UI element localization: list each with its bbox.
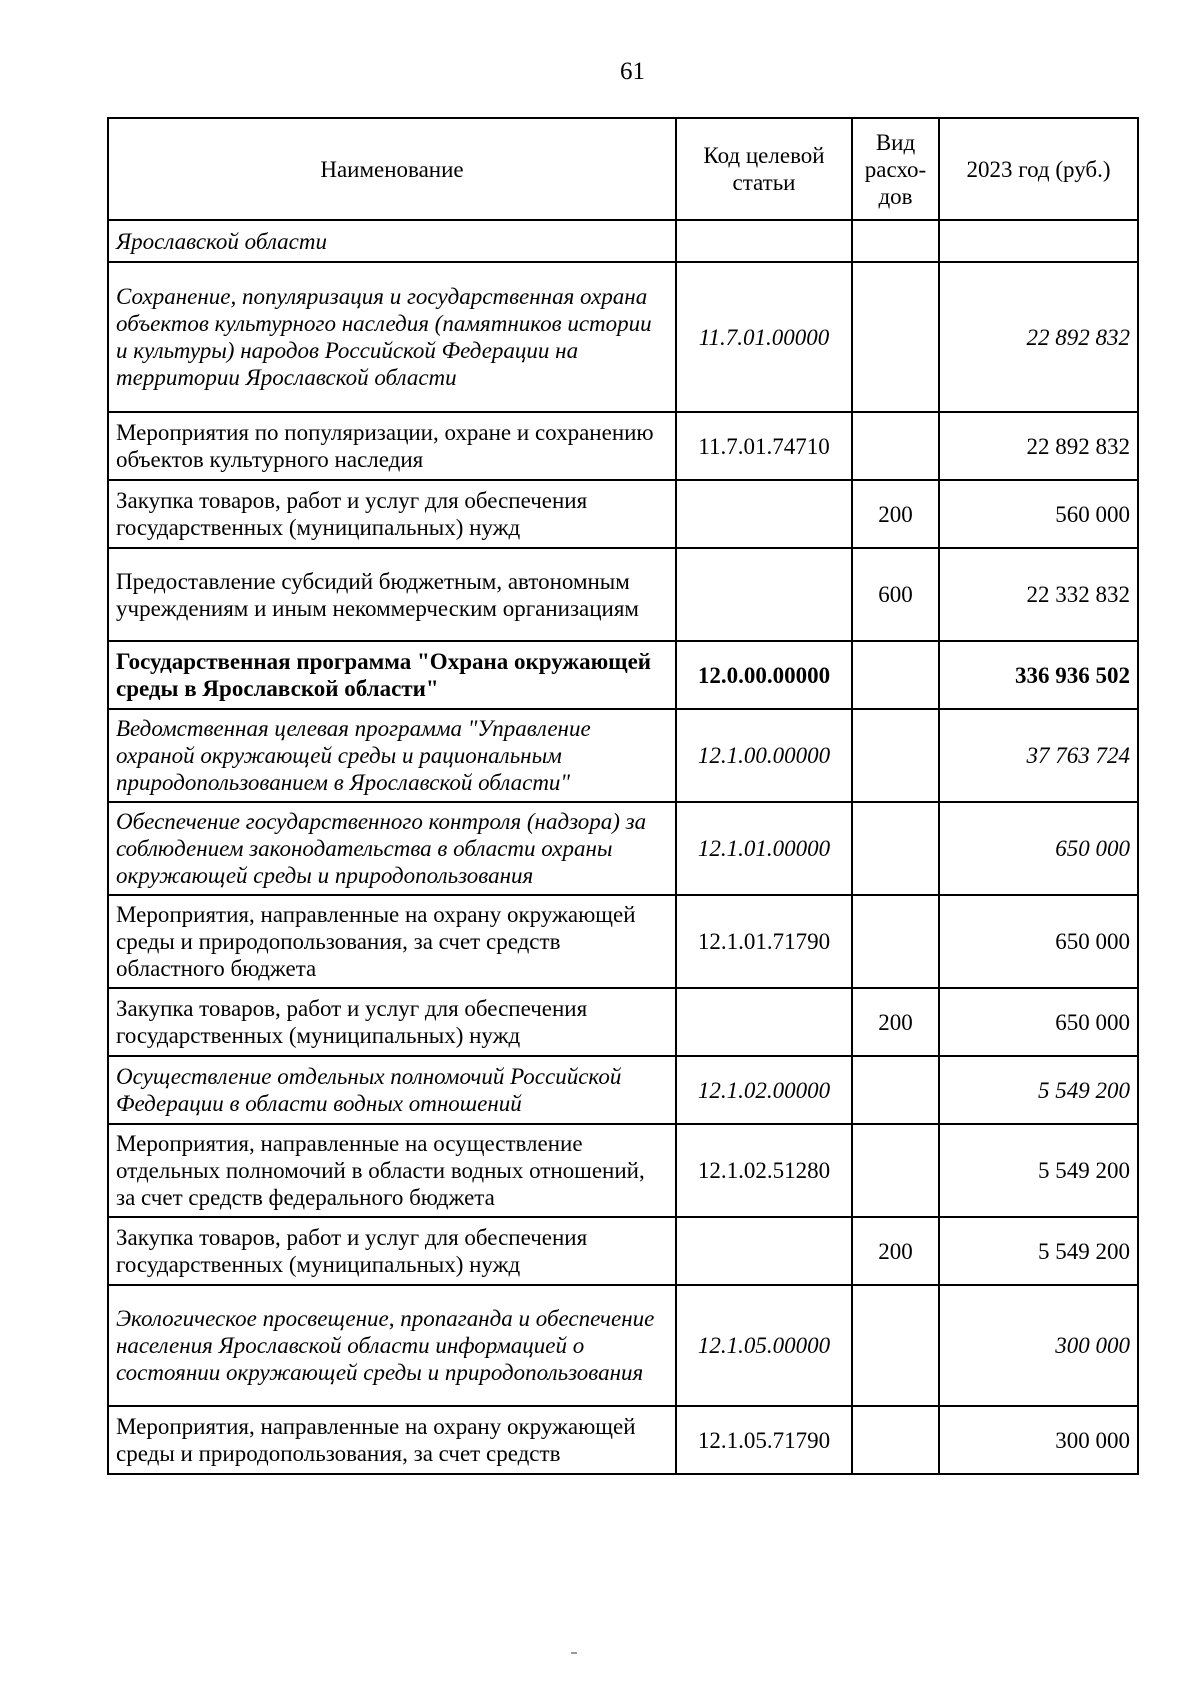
table-row (108, 1056, 1138, 1124)
table-row (108, 548, 1138, 641)
cell-name: Обеспечение государственного контроля (надзора) за соблюдением законодательства в области охраны окружающей среды и природопользования (108, 802, 676, 895)
table-row (108, 641, 1138, 709)
cell-type: 200 (852, 1217, 939, 1285)
header-type: Вид расхо-дов (852, 118, 939, 220)
cell-code: 12.1.02.51280 (676, 1124, 852, 1217)
cell-sum: 5 549 200 (939, 1056, 1138, 1124)
cell-code: 12.1.00.00000 (676, 709, 852, 802)
cell-code: 12.1.05.71790 (676, 1406, 852, 1474)
table-header-row (108, 118, 1138, 220)
header-name: Наименование (108, 118, 676, 220)
cell-type (852, 1056, 939, 1124)
cell-type: 200 (852, 988, 939, 1056)
cell-sum: 22 332 832 (939, 548, 1138, 641)
table-row (108, 262, 1138, 412)
cell-code (676, 988, 852, 1056)
cell-name: Ведомственная целевая программа "Управление охраной окружающей среды и рациональным природопользованием в Ярославской области" (108, 709, 676, 802)
cell-sum: 300 000 (939, 1406, 1138, 1474)
cell-sum: 5 549 200 (939, 1124, 1138, 1217)
cell-name: Сохранение, популяризация и государственная охрана объектов культурного наследия (памятников истории и культуры) народов Российской Федерации на территории Ярославской области (108, 262, 676, 412)
cell-sum: 650 000 (939, 802, 1138, 895)
cell-name: Государственная программа "Охрана окружающей среды в Ярославской области" (108, 641, 676, 709)
cell-name: Осуществление отдельных полномочий Российской Федерации в области водных отношений (108, 1056, 676, 1124)
cell-code (676, 548, 852, 641)
table-row (108, 412, 1138, 480)
cell-code: 12.0.00.00000 (676, 641, 852, 709)
cell-type (852, 641, 939, 709)
cell-type (852, 220, 939, 262)
cell-name: Закупка товаров, работ и услуг для обеспечения государственных (муниципальных) нужд (108, 1217, 676, 1285)
cell-code (676, 1217, 852, 1285)
cell-code: 12.1.05.00000 (676, 1285, 852, 1406)
table-row (108, 480, 1138, 548)
cell-name: Мероприятия по популяризации, охране и сохранению объектов культурного наследия (108, 412, 676, 480)
cell-code: 11.7.01.00000 (676, 262, 852, 412)
table-row (108, 709, 1138, 802)
cell-name: Предоставление субсидий бюджетным, автономным учреждениям и иным некоммерческим организациям (108, 548, 676, 641)
cell-name: Закупка товаров, работ и услуг для обеспечения государственных (муниципальных) нужд (108, 988, 676, 1056)
cell-type (852, 1124, 939, 1217)
scan-speck (571, 1652, 577, 1654)
cell-type (852, 1406, 939, 1474)
cell-sum: 37 763 724 (939, 709, 1138, 802)
cell-type (852, 412, 939, 480)
cell-type (852, 895, 939, 988)
table-body (108, 220, 1138, 1474)
table-row (108, 1406, 1138, 1474)
table-row (108, 1124, 1138, 1217)
cell-type (852, 709, 939, 802)
cell-code: 12.1.01.71790 (676, 895, 852, 988)
cell-name: Мероприятия, направленные на осуществление отдельных полномочий в области водных отношений, за счет средств федерального бюджета (108, 1124, 676, 1217)
header-code: Код целевой статьи (676, 118, 852, 220)
cell-type (852, 262, 939, 412)
page-number: 61 (620, 58, 645, 85)
table-row (108, 1217, 1138, 1285)
cell-name: Мероприятия, направленные на охрану окружающей среды и природопользования, за счет средств (108, 1406, 676, 1474)
cell-sum: 22 892 832 (939, 412, 1138, 480)
cell-sum: 560 000 (939, 480, 1138, 548)
cell-sum: 650 000 (939, 895, 1138, 988)
cell-code (676, 220, 852, 262)
cell-name: Мероприятия, направленные на охрану окружающей среды и природопользования, за счет средств областного бюджета (108, 895, 676, 988)
cell-name: Ярославской области (108, 220, 676, 262)
cell-sum: 22 892 832 (939, 262, 1138, 412)
cell-type (852, 802, 939, 895)
budget-table (107, 117, 1139, 1475)
cell-code: 12.1.02.00000 (676, 1056, 852, 1124)
table-row (108, 220, 1138, 262)
cell-name: Экологическое просвещение, пропаганда и обеспечение населения Ярославской области информацией о состоянии окружающей среды и природопользования (108, 1285, 676, 1406)
cell-type: 600 (852, 548, 939, 641)
cell-code: 12.1.01.00000 (676, 802, 852, 895)
cell-sum: 300 000 (939, 1285, 1138, 1406)
cell-sum: 650 000 (939, 988, 1138, 1056)
cell-type: 200 (852, 480, 939, 548)
cell-code: 11.7.01.74710 (676, 412, 852, 480)
table-row (108, 802, 1138, 895)
cell-code (676, 480, 852, 548)
header-sum: 2023 год (руб.) (939, 118, 1138, 220)
cell-type (852, 1285, 939, 1406)
cell-sum: 336 936 502 (939, 641, 1138, 709)
cell-sum (939, 220, 1138, 262)
table-row (108, 1285, 1138, 1406)
cell-sum: 5 549 200 (939, 1217, 1138, 1285)
table-row (108, 895, 1138, 988)
table-row (108, 988, 1138, 1056)
cell-name: Закупка товаров, работ и услуг для обеспечения государственных (муниципальных) нужд (108, 480, 676, 548)
